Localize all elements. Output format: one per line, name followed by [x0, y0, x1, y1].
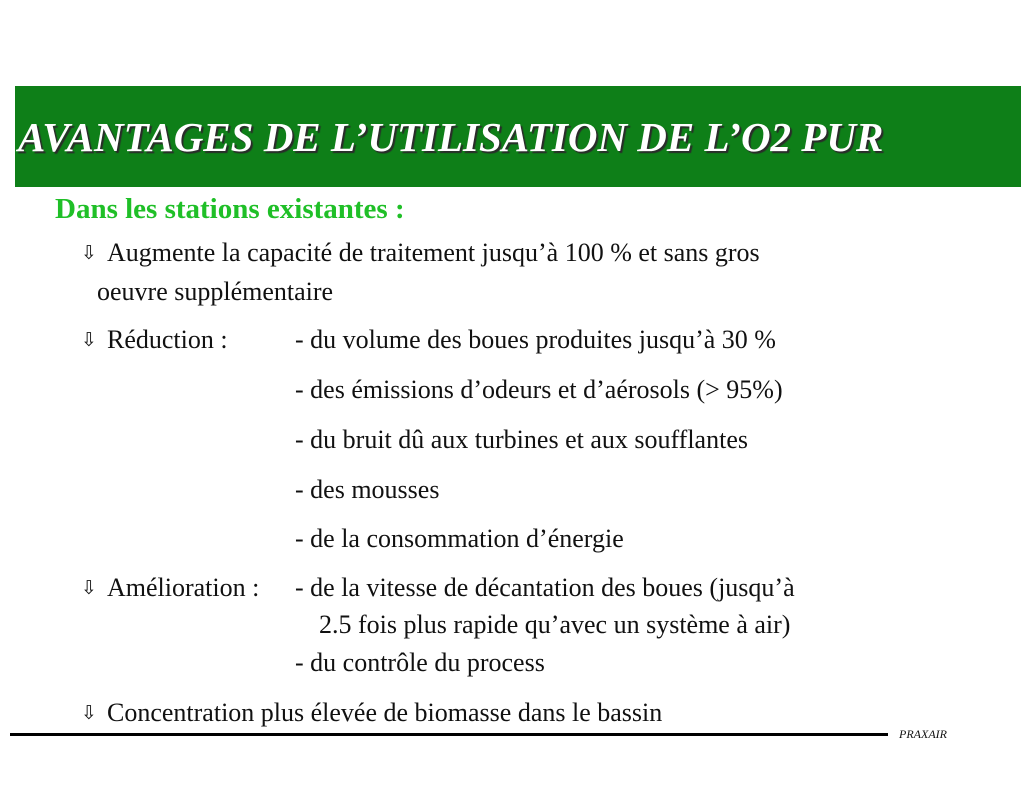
- improvement-item: - de la vitesse de décantation des boues (jusqu’à: [295, 573, 795, 602]
- bullet-capacity-continuation: oeuvre supplémentaire: [97, 277, 334, 306]
- bullet-capacity: Augmente la capacité de traitement jusqu’à 100 % et sans gros: [107, 238, 760, 267]
- slide-subtitle: Dans les stations existantes :: [55, 193, 405, 225]
- bullet-improvement-label: Amélioration :: [107, 573, 260, 602]
- reduction-item: - du volume des boues produites jusqu’à 30 %: [295, 325, 776, 354]
- footer-brand: PRAXAIR: [899, 727, 947, 741]
- down-arrow-icon: ⇩: [81, 329, 97, 351]
- down-arrow-icon: ⇩: [81, 242, 97, 264]
- bullet-biomass: Concentration plus élevée de biomasse dans le bassin: [107, 698, 663, 727]
- improvement-item: - du contrôle du process: [295, 648, 545, 677]
- footer-divider: [10, 733, 888, 736]
- reduction-item: - du bruit dû aux turbines et aux soufflantes: [295, 425, 748, 454]
- reduction-item: - des mousses: [295, 475, 440, 504]
- down-arrow-icon: ⇩: [81, 577, 97, 599]
- improvement-item-continuation: 2.5 fois plus rapide qu’avec un système à air): [319, 610, 791, 639]
- down-arrow-icon: ⇩: [81, 702, 97, 724]
- slide-title: AVANTAGES DE L’UTILISATION DE L’O2 PUR: [18, 114, 884, 160]
- reduction-item: - de la consommation d’énergie: [295, 524, 624, 553]
- bullet-reduction-label: Réduction :: [107, 325, 228, 354]
- reduction-item: - des émissions d’odeurs et d’aérosols (> 95%): [295, 375, 783, 404]
